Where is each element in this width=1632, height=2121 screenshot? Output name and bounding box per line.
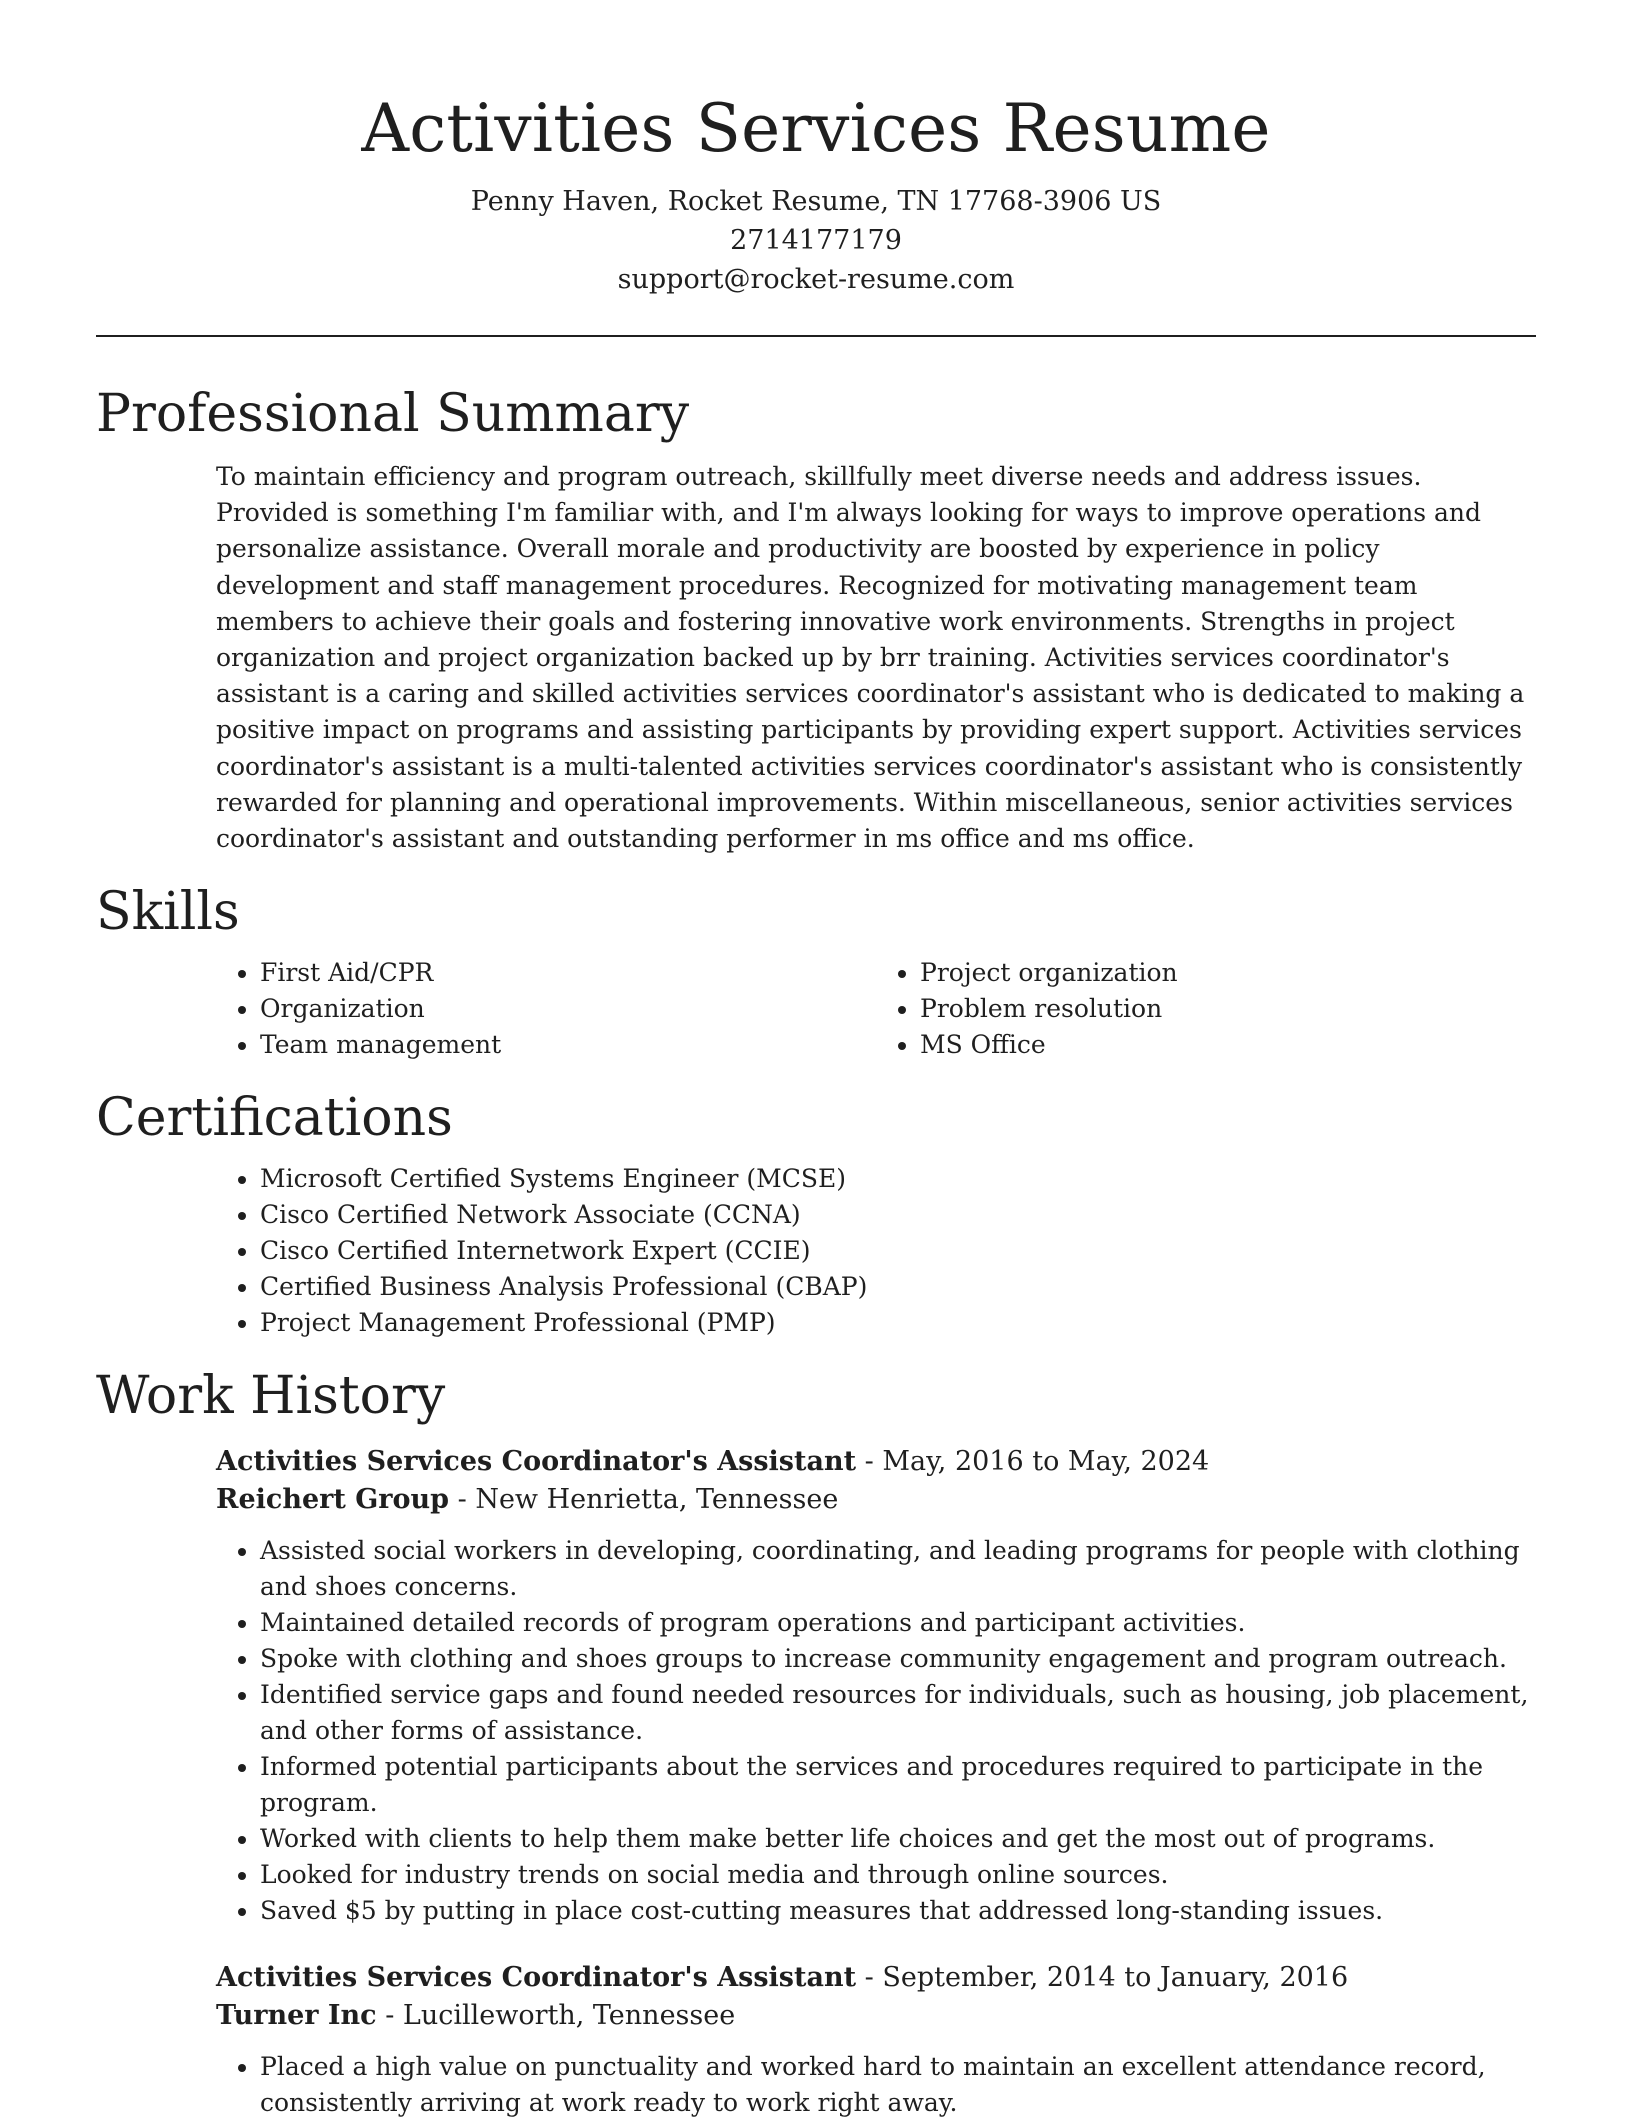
skills-heading: Skills [96, 882, 240, 943]
job-duty-item: • Placed a high value on punctuality and worked hard to maintain an excellent attendance record, consistently arriving at work ready to work right away. [260, 2049, 1536, 2121]
skill-item: • Project organization [920, 955, 1536, 991]
skills-grid [216, 955, 1536, 1063]
job-title: Activities Services Coordinator's Assistant [216, 1962, 857, 1994]
summary-section [96, 381, 1536, 857]
job-company-line [216, 1481, 1536, 1519]
skill-item: • Problem resolution [920, 991, 1536, 1027]
work-history-heading: Work History [96, 1366, 446, 1427]
job-duty-item: • Informed potential participants about the services and procedures required to participate in the program. [260, 1749, 1536, 1821]
resume-header [96, 0, 1536, 299]
job-title: Activities Services Coordinator's Assistant [216, 1446, 857, 1478]
skill-item: • Organization [260, 991, 876, 1027]
certification-item: • Project Management Professional (PMP) [260, 1305, 1536, 1341]
resume-page [96, 0, 1536, 2121]
certification-item: • Microsoft Certified Systems Engineer (MCSE) [260, 1161, 1536, 1197]
job-location: - New Henrietta, Tennessee [449, 1484, 839, 1516]
job-duty-item: • Assisted social workers in developing, coordinating, and leading programs for people with clothing and shoes concerns. [260, 1533, 1536, 1605]
job-duties-list [216, 1533, 1536, 1929]
page-title: Activities Services Resume [361, 90, 1271, 167]
job-title-line [216, 1443, 1536, 1481]
job-duty-item: • Maintained detailed records of program operations and participant activities. [260, 1605, 1536, 1641]
certification-item: • Certified Business Analysis Professional (CBAP) [260, 1269, 1536, 1305]
certifications-list [216, 1161, 1536, 1341]
job-company: Turner Inc [216, 2000, 377, 2032]
job-duty-item: • Spoke with clothing and shoes groups to increase community engagement and program outreach. [260, 1641, 1536, 1677]
contact-block [96, 182, 1536, 299]
certification-item: • Cisco Certified Network Associate (CCNA) [260, 1197, 1536, 1233]
certifications-section [96, 1085, 1536, 1341]
contact-address: Penny Haven, Rocket Resume, TN 17768-3906 US [470, 186, 1162, 217]
job-location: - Lucilleworth, Tennessee [376, 2000, 736, 2032]
job-company: Reichert Group [216, 1484, 450, 1516]
contact-email: support@rocket-resume.com [617, 264, 1015, 295]
job-duties-list [216, 2049, 1536, 2121]
job-duty-item: • Identified service gaps and found needed resources for individuals, such as housing, job placement, and other forms of assistance. [260, 1677, 1536, 1749]
job-dates: - May, 2016 to May, 2024 [856, 1446, 1210, 1478]
job-company-line [216, 1997, 1536, 2035]
skill-item: • Team management [260, 1027, 876, 1063]
skill-item: • First Aid/CPR [260, 955, 876, 991]
job-duty-item: • Worked with clients to help them make better life choices and get the most out of programs. [260, 1821, 1536, 1857]
certification-item: • Cisco Certified Internetwork Expert (CCIE) [260, 1233, 1536, 1269]
skills-section [96, 879, 1536, 1063]
job-duty-item: • Saved $5 by putting in place cost-cutting measures that addressed long-standing issues. [260, 1893, 1536, 1929]
job-entry [216, 1443, 1536, 1929]
header-divider [96, 335, 1536, 337]
job-dates: - September, 2014 to January, 2016 [856, 1962, 1349, 1994]
skills-column-right [876, 955, 1536, 1063]
job-title-line [216, 1959, 1536, 1997]
job-duty-item: • Looked for industry trends on social media and through online sources. [260, 1857, 1536, 1893]
contact-phone: 2714177179 [730, 225, 902, 256]
certifications-heading: Certifications [96, 1088, 453, 1149]
work-history-section [96, 1363, 1536, 2121]
skill-item: • MS Office [920, 1027, 1536, 1063]
summary-text: To maintain efficiency and program outreach, skillfully meet diverse needs and address issues. Provided is something I'm familiar with, and I'm always looking for ways to improve operations and personalize assistance. Overall morale and productivity are boosted by experience in policy development and staff management procedures. Recognized for motivating management team members to achieve their goals and fostering innovative work environments. Strengths in project organization and project organization backed up by brr training. Activities services coordinator's assistant is a caring and skilled activities services coordinator's assistant who is dedicated to making a positive impact on programs and assisting participants by providing expert support. Activities services coordinator's assistant is a multi-talented activities services coordinator's assistant who is consistently rewarded for planning and operational improvements. Within miscellaneous, senior activities services coordinator's assistant and outstanding performer in ms office and ms office. [216, 462, 1525, 854]
job-entry [216, 1959, 1536, 2121]
skills-column-left [216, 955, 876, 1063]
summary-heading: Professional Summary [96, 384, 690, 444]
